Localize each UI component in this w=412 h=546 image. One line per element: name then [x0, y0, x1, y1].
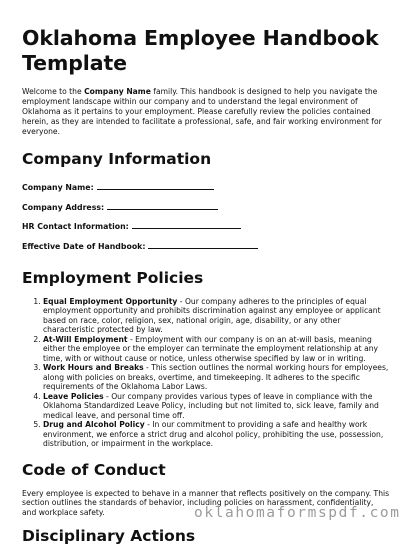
- policy-text: - Our company provides various types of leave in compliance with the Oklahoma Standardized Leave Policy, including but not limited to, sick leave, family and medical leave, and personal time off.: [43, 391, 379, 420]
- list-item: [43, 420, 390, 449]
- company-name-field: [22, 181, 390, 193]
- policy-term: Equal Employment Opportunity: [43, 296, 178, 306]
- handbook-page: [22, 26, 390, 546]
- policy-term: At-Will Employment: [43, 334, 128, 344]
- list-item: [43, 392, 390, 421]
- policy-term: Work Hours and Breaks: [43, 363, 144, 372]
- list-item: [43, 363, 390, 392]
- company-address-field: [22, 201, 390, 213]
- intro-text-before: Welcome to the: [22, 87, 85, 96]
- code-of-conduct-paragraph: Every employee is expected to behave in a manner that reflects positively on the company. This section outlines the standards of behavior, including policies on harassment, confidentiality, and workplace safety.: [22, 488, 390, 517]
- effective-date-label: Effective Date of Handbook:: [22, 241, 146, 251]
- hr-contact-blank: [132, 220, 241, 229]
- company-address-blank: [107, 201, 218, 210]
- policy-text: - In our commitment to providing a safe and healthy work environment, we enforce a strict drug and alcohol policy, prohibiting the use, possession, distribution, or impairment in the workplace.: [43, 420, 384, 448]
- list-item: [43, 297, 390, 335]
- effective-date-blank: [148, 240, 258, 249]
- document-title: Oklahoma Employee Handbook Template: [22, 26, 379, 75]
- list-item: [43, 335, 390, 364]
- company-name-blank: [97, 181, 214, 190]
- effective-date-field: [22, 240, 390, 252]
- policy-term: Drug and Alcohol Policy: [43, 420, 145, 429]
- intro-paragraph: [22, 87, 390, 137]
- hr-contact-label: HR Contact Information:: [22, 222, 129, 231]
- policy-term: Leave Policies: [43, 391, 104, 401]
- policy-text: - Our company adheres to the principles of equal employment opportunity and prohibits discrimination against any employee or applicant based on race, color, religion, sex, national origin, age, disability, or any other characteristic protected by law.: [43, 296, 381, 334]
- site-watermark: oklahomaformspdf.com: [194, 505, 401, 521]
- company-address-label: Company Address:: [22, 202, 105, 212]
- company-information-heading: Company Information: [22, 150, 212, 168]
- employment-policies-heading: Employment Policies: [22, 268, 204, 287]
- hr-contact-field: [22, 220, 390, 232]
- intro-text-after: family. This handbook is designed to help you navigate the employment landscape within our company and to understand the legal environment of Oklahoma as it pertains to your employment. Please carefully review the policies contained herein, as they are intended to facilitate a professional, safe, and fair working environment for everyone.: [22, 87, 382, 136]
- employment-policies-list: [22, 297, 390, 449]
- intro-company-name: Company Name: [84, 87, 151, 96]
- company-name-label: Company Name:: [22, 183, 94, 192]
- policy-text: - This section outlines the normal working hours for employees, along with policies on breaks, overtime, and timekeeping. It adheres to the specific requirements of the Oklahoma Labor Laws.: [43, 363, 389, 391]
- policy-text: - Employment with our company is on an at-will basis, meaning either the employee or the employer can terminate the employment relationship at any time, with or without cause or notice, unless otherwise specified by law or in writing.: [43, 334, 379, 363]
- code-of-conduct-heading: Code of Conduct: [22, 460, 166, 479]
- disciplinary-actions-heading: Disciplinary Actions: [22, 527, 196, 545]
